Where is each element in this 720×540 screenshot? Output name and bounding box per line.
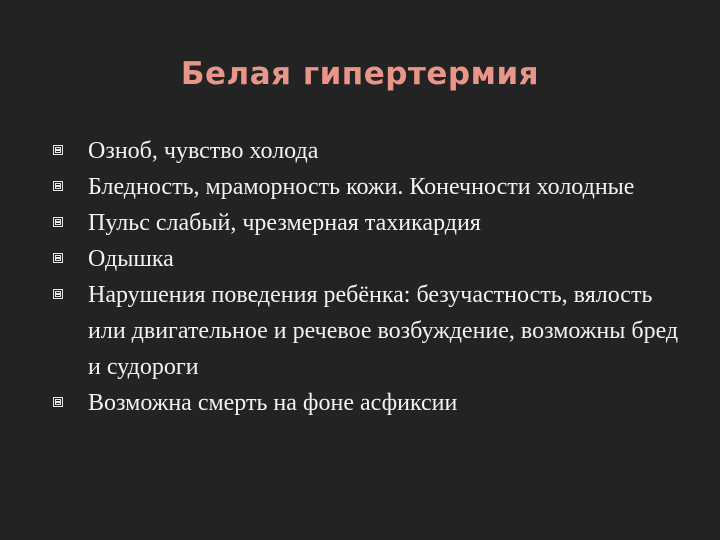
- bullet-text: Бледность, мраморность кожи. Конечности холодные: [88, 174, 635, 200]
- bullet-item-dyspnea: [52, 241, 692, 277]
- bullet-text: Озноб, чувство холода: [88, 138, 319, 164]
- bullet-item-behavior: [52, 277, 692, 385]
- square-bullet-icon: [53, 289, 63, 299]
- slide-title: Белая гипертермия: [180, 56, 540, 92]
- bullet-item-pulse: [52, 205, 692, 241]
- bullet-item-death: [52, 385, 692, 421]
- square-bullet-icon: [53, 145, 63, 155]
- bullet-list: [52, 133, 692, 421]
- bullet-text: Пульс слабый, чрезмерная тахикардия: [88, 210, 481, 236]
- bullet-item-chills: [52, 133, 692, 169]
- square-bullet-icon: [53, 217, 63, 227]
- square-bullet-icon: [53, 253, 63, 263]
- bullet-text: Нарушения поведения ребёнка: безучастность, вялость или двигательное и речевое возбуждение, возможны бред и судороги: [88, 282, 679, 380]
- bullet-text: Возможна смерть на фоне асфиксии: [88, 390, 458, 416]
- bullet-item-pallor: [52, 169, 692, 205]
- square-bullet-icon: [53, 181, 63, 191]
- bullet-text: Одышка: [88, 246, 174, 272]
- square-bullet-icon: [53, 397, 63, 407]
